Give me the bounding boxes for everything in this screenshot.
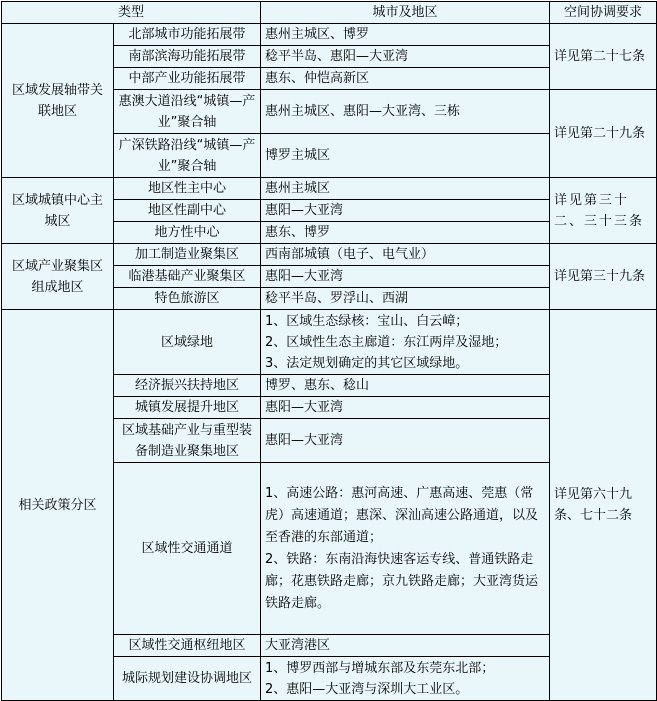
category-cell: 区域城镇中心主城区 (2, 178, 114, 244)
type-cell: 区域绿地 (114, 310, 261, 375)
type-cell: 区域性交通枢纽地区 (114, 635, 261, 657)
city-cell: 惠东、博罗 (261, 222, 550, 244)
city-cell: 惠东、仲恺高新区 (261, 68, 550, 90)
type-cell: 临港基础产业聚集区 (114, 266, 261, 288)
city-cell: 惠州主城区、博罗 (261, 24, 550, 46)
city-cell: 大亚湾港区 (261, 635, 550, 657)
type-cell: 区域性交通通道 (114, 463, 261, 635)
category-cell: 相关政策分区 (2, 310, 114, 701)
requirement-cell: 详见第二十九条 (550, 90, 657, 178)
city-cell: 惠阳—大亚湾 (261, 200, 550, 222)
city-cell: 博罗主城区 (261, 134, 550, 178)
requirement-cell: 详见第六十九条、七十二条 (550, 310, 657, 701)
type-cell: 区域基础产业与重型装备制造业聚集地区 (114, 419, 261, 463)
type-cell: 城镇发展提升地区 (114, 397, 261, 419)
city-line: 3、法定规划确定的其它区域绿地。 (265, 355, 469, 371)
city-cell (261, 310, 550, 375)
city-line: 1、区域生态绿核：宝山、白云嶂； (265, 313, 469, 329)
type-cell: 北部城市功能拓展带 (114, 24, 261, 46)
type-cell: 加工制造业聚集区 (114, 244, 261, 266)
header-type: 类型 (2, 2, 261, 24)
table-row (2, 244, 657, 266)
table-row (2, 178, 657, 200)
city-line: 2、区域性生态主廊道：东江两岸及湿地； (265, 334, 508, 350)
type-cell: 南部滨海功能拓展带 (114, 46, 261, 68)
category-cell: 区域产业聚集区组成地区 (2, 244, 114, 310)
type-cell: 惠澳大道沿线“城镇—产业”聚合轴 (114, 90, 261, 134)
city-line: 1、高速公路：惠河高速、广惠高速、莞惠（常虎）高速通道；惠深、深汕高速公路通道，以及至香港的东部通道； (265, 485, 539, 545)
city-cell: 稔平半岛、罗浮山、西湖 (261, 288, 550, 310)
type-cell: 特色旅游区 (114, 288, 261, 310)
requirement-cell: 详见第二十七条 (550, 24, 657, 90)
city-cell: 惠阳—大亚湾 (261, 419, 550, 463)
type-cell: 地方性中心 (114, 222, 261, 244)
city-cell: 惠阳—大亚湾 (261, 397, 550, 419)
type-cell: 中部产业功能拓展带 (114, 68, 261, 90)
category-cell: 区域发展轴带关联地区 (2, 24, 114, 178)
type-cell: 地区性主中心 (114, 178, 261, 200)
city-cell: 惠阳—大亚湾 (261, 266, 550, 288)
requirement-cell: 详见第三十二、三十三条 (550, 178, 657, 244)
header-requirement: 空间协调要求 (550, 2, 657, 24)
city-cell: 惠州主城区、惠阳—大亚湾、三栋 (261, 90, 550, 134)
table-row (2, 310, 657, 375)
table-row (2, 24, 657, 46)
header-city: 城市及地区 (261, 2, 550, 24)
table-header-row (2, 2, 657, 24)
requirement-cell: 详见第三十九条 (550, 244, 657, 310)
type-cell: 地区性副中心 (114, 200, 261, 222)
city-cell: 西南部城镇（电子、电气业） (261, 244, 550, 266)
city-line: 1、博罗西部与增城东部及东莞东北部； (265, 660, 495, 676)
type-cell: 经济振兴扶持地区 (114, 375, 261, 397)
spatial-coordination-table (1, 1, 657, 701)
city-line: 2、惠阳—大亚湾与深圳大工业区。 (265, 681, 469, 697)
city-line: 2、铁路：东南沿海快速客运专线、普通铁路走廊；花惠铁路走廊；京九铁路走廊；大亚湾货运铁路走廊。 (265, 551, 539, 611)
city-cell: 惠州主城区 (261, 178, 550, 200)
type-cell: 广深铁路沿线“城镇—产业”聚合轴 (114, 134, 261, 178)
city-cell: 博罗、惠东、稔山 (261, 375, 550, 397)
type-cell: 城际规划建设协调地区 (114, 657, 261, 701)
city-cell (261, 657, 550, 701)
city-cell (261, 463, 550, 635)
city-cell: 稔平半岛、惠阳—大亚湾 (261, 46, 550, 68)
